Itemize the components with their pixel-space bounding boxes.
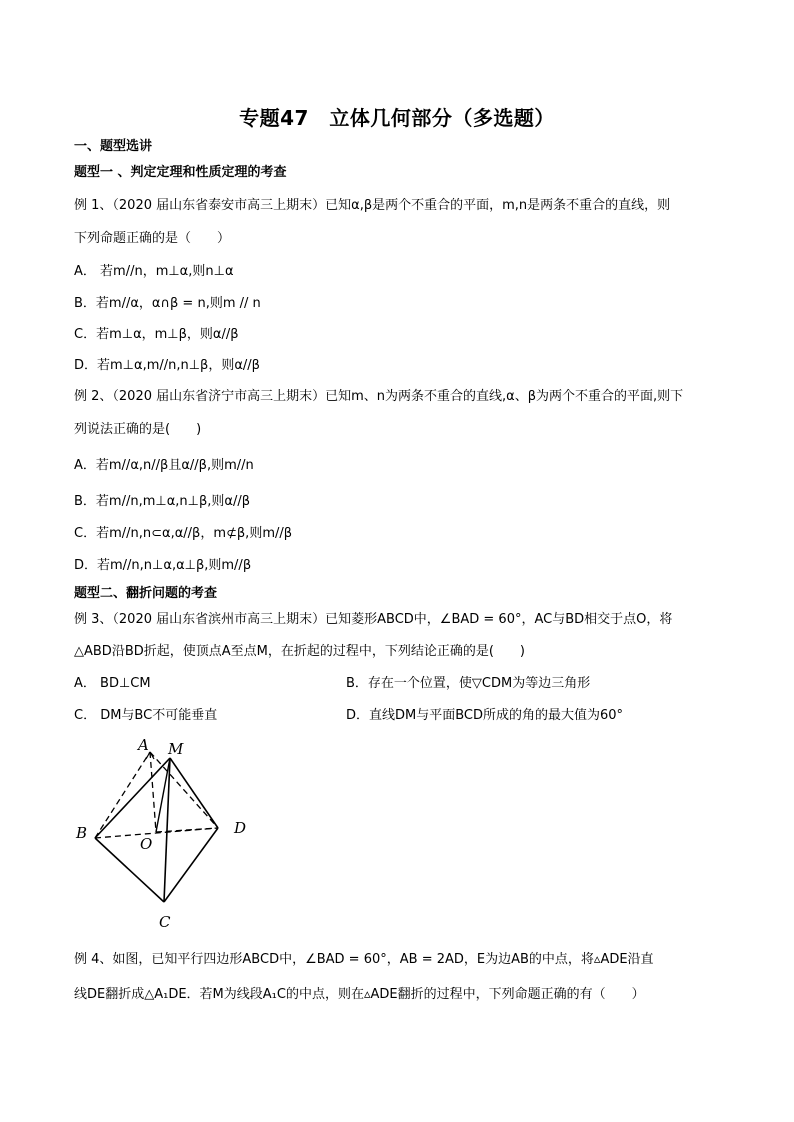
label-a: A	[138, 736, 149, 754]
type1-heading: 题型一 、判定定理和性质定理的考查	[74, 165, 287, 180]
ex1-option-c: C．若m⊥α，m⊥β，则α//β	[74, 327, 239, 342]
ex4-line1: 例 4、如图，已知平行四边形ABCD中，∠BAD = 60°，AB = 2AD，E为边AB的中点，将▵ADE沿直	[74, 952, 654, 967]
ex2-option-b: B．若m//n,m⊥α,n⊥β,则α//β	[74, 494, 251, 509]
ex3-line1: 例 3、（2020 届山东省滨州市高三上期末）已知菱形ABCD中，∠BAD = 60°，AC与BD相交于点O，将	[74, 612, 673, 627]
ex3-option-c: C． DM与BC不可能垂直	[74, 708, 218, 723]
ex2-option-d: D．若m//n,n⊥α,α⊥β,则m//β	[74, 558, 252, 573]
label-m: M	[168, 740, 184, 758]
ex2-line1: 例 2、（2020 届山东省济宁市高三上期末）已知m、n为两条不重合的直线,α、β为两个不重合的平面,则下	[74, 389, 684, 404]
section-heading: 一、题型选讲	[74, 139, 153, 154]
ex3-option-b: B．存在一个位置，使▽CDM为等边三角形	[346, 676, 591, 691]
ex3-line2: △ABD沿BD折起，使顶点A至点M，在折起的过程中，下列结论正确的是( )	[74, 644, 526, 659]
label-b: B	[76, 824, 88, 842]
label-c: C	[159, 913, 171, 931]
label-d: D	[234, 819, 247, 837]
page-title: 专题47 立体几何部分（多选题）	[239, 106, 555, 130]
label-o: O	[140, 835, 153, 853]
ex4-line2: 线DE翻折成△A₁DE．若M为线段A₁C的中点，则在▵ADE翻折的过程中，下列命题正确的有（ ）	[74, 987, 645, 1002]
type2-heading: 题型二、翻折问题的考查	[74, 586, 218, 601]
ex1-option-d: D．若m⊥α,m//n,n⊥β，则α//β	[74, 358, 260, 373]
ex2-line2: 列说法正确的是( )	[74, 422, 202, 437]
folded-rhombus-figure	[70, 732, 270, 932]
ex2-option-a: A．若m//α,n//β且α//β,则m//n	[74, 458, 254, 473]
ex3-option-d: D．直线DM与平面BCD所成的角的最大值为60°	[346, 708, 624, 723]
ex1-option-b: B．若m//α，α∩β = n,则m // n	[74, 296, 261, 311]
ex1-line2: 下列命题正确的是（ ）	[74, 231, 231, 246]
ex1-line1: 例 1、（2020 届山东省泰安市高三上期末）已知α,β是两个不重合的平面，m,n是两条不重合的直线，则	[74, 198, 671, 213]
ex2-option-c: C．若m//n,n⊂α,α//β，m⊄β,则m//β	[74, 526, 293, 541]
ex1-option-a: A． 若m//n，m⊥α,则n⊥α	[74, 264, 234, 279]
ex3-option-a: A． BD⊥CM	[74, 676, 151, 691]
